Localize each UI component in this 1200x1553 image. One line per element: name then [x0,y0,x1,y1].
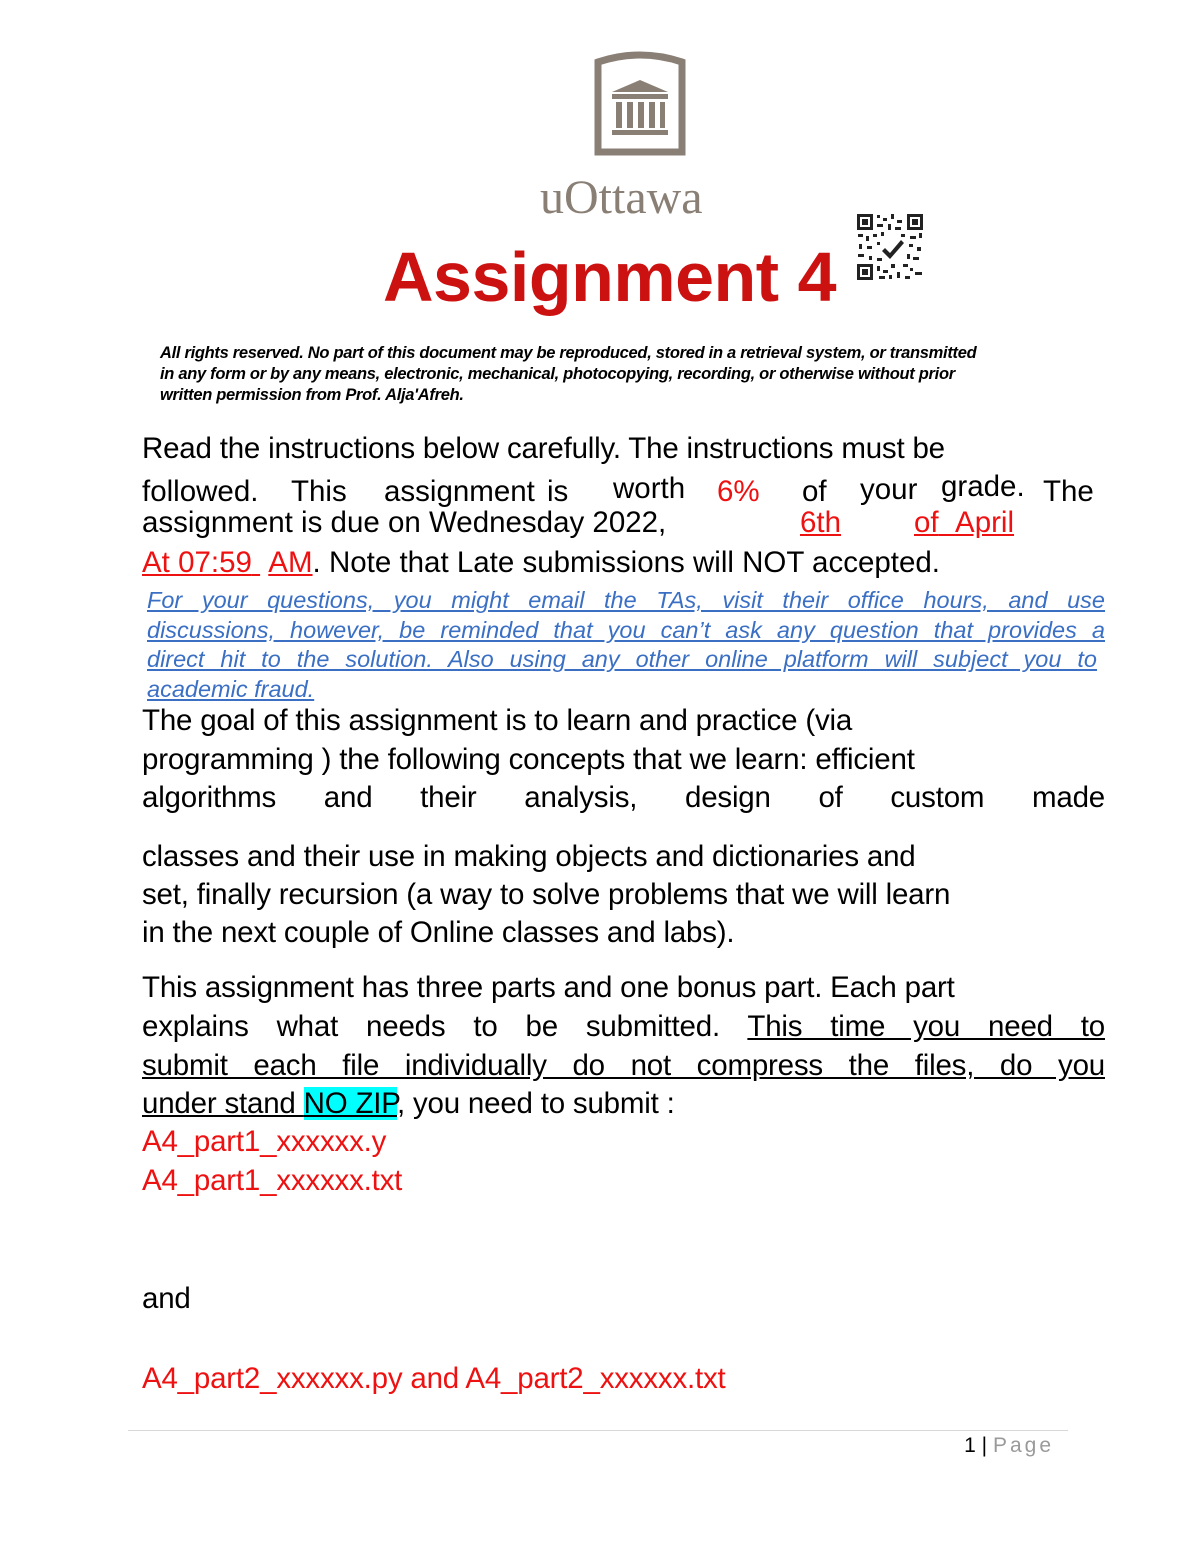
due-time: At 07:59 [142,546,252,579]
no-zip-highlight: NO ZIP [303,1087,397,1120]
note-line: discussions, however, be reminded that you can’t ask any question that provides a [147,616,1105,643]
questions-note [147,586,1105,704]
intro-word: grade. [941,470,1025,503]
file-name: A4_part1_xxxxxx.txt [142,1164,403,1197]
page-label: Page [992,1434,1054,1457]
file-name: A4_part2_xxxxxx.py and A4_part2_xxxxxx.txt [142,1362,726,1395]
page-separator: | [981,1434,988,1457]
copyright-line: All rights reserved. No part of this document may be reproduced, stored in a retrieval system, or transmitted [160,344,977,362]
copyright-line: in any form or by any means, electronic, mechanical, photocopying, recording, or otherwise without prior [160,365,955,383]
parts-line: under stand NO ZIP, you need to submit : [142,1087,675,1120]
logo-wordmark: uOttawa [540,171,703,224]
note-line: For your questions, you might email the TAs, visit their office hours, and use [147,587,1105,613]
note-line: direct hit to the solution. Also using any other online platform will subject you to [147,646,1097,672]
intro-word: This [291,475,347,508]
due-date-text: assignment is due on Wednesday 2022, [142,506,667,539]
parts-line: This assignment has three parts and one bonus part. Each part [142,971,955,1004]
goal-line: in the next couple of Online classes and labs). [142,916,735,949]
due-day: 6th [800,506,842,539]
intro-line: Read the instructions below carefully. The instructions must be [142,432,945,465]
goal-line: The goal of this assignment is to learn and practice (via [142,704,853,737]
goal-line: programming ) the following concepts that we learn: efficient [142,743,915,776]
intro-word: The [1043,475,1094,508]
goal-line: set, finally recursion (a way to solve problems that we will learn [142,878,951,911]
due-month: of April [914,506,1015,539]
intro-word: is [547,475,569,508]
note-line: academic fraud. [147,675,315,702]
footer-divider [128,1430,1068,1431]
due-meridiem: AM [268,546,313,579]
intro-word: of [802,475,827,508]
grade-percent: 6% [717,475,760,508]
file-name: A4_part1_xxxxxx.y [142,1125,387,1158]
copyright-notice [160,343,1080,406]
page-footer [964,1434,1054,1458]
parts-line: submit each file individually do not compress the files, do you [142,1049,1105,1082]
intro-line: followed. [142,475,259,508]
qr-code-icon [855,212,925,282]
intro-word: your [860,473,918,506]
goal-line: classes and their use in making objects and dictionaries and [142,840,916,873]
due-time-line: At 07:59 AM. Note that Late submissions will NOT accepted. [142,546,940,579]
intro-word: worth [613,472,686,505]
goal-line: algorithms and their analysis, design of custom made [142,781,1105,814]
page-title: Assignment 4 [383,238,836,316]
parts-line: explains what needs to be submitted. This time you need to [142,1010,1105,1043]
copyright-line: written permission from Prof. Alja'Afreh. [160,386,464,404]
and-text: and [142,1282,191,1315]
building-icon [520,40,760,170]
page-number: 1 [964,1434,976,1457]
intro-word: assignment [384,475,535,508]
